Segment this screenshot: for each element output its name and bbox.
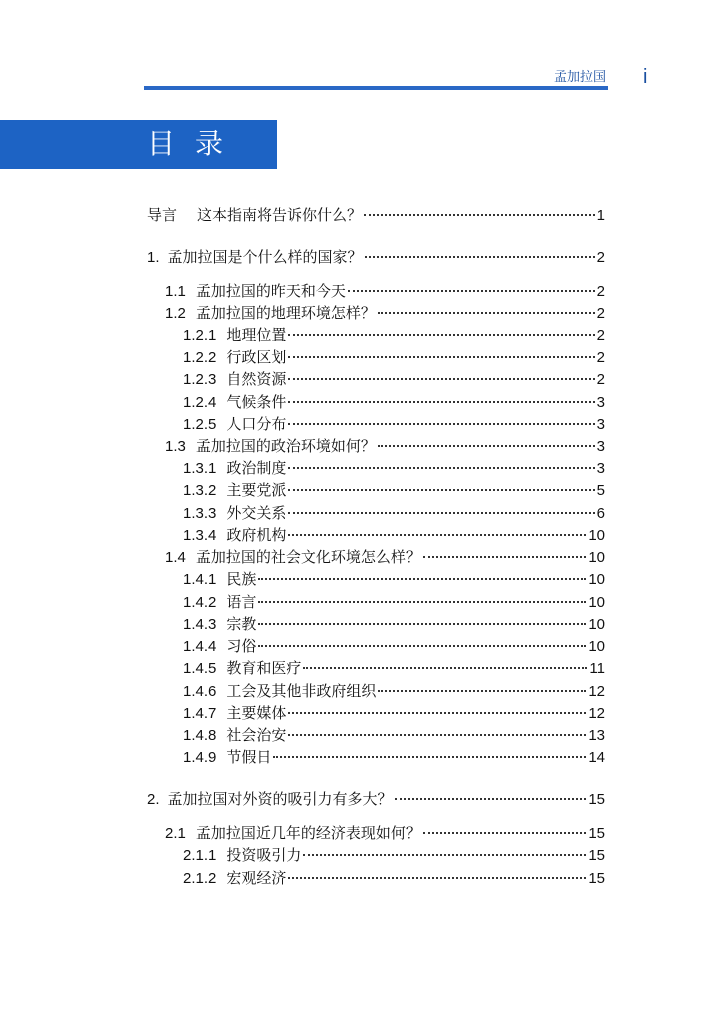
toc-entry-number: 1.2.1 — [183, 327, 217, 344]
toc-entry-label: 自然资源 — [226, 371, 287, 388]
toc-entry[interactable] — [183, 659, 605, 679]
toc-leader-dots — [365, 256, 595, 258]
toc-entry-page: 6 — [596, 505, 605, 522]
toc-entry-page: 10 — [588, 549, 605, 566]
toc-entry-label: 民族 — [226, 571, 257, 588]
toc-entry[interactable] — [165, 282, 605, 302]
toc-entry[interactable] — [183, 526, 605, 546]
toc-leader-dots — [378, 312, 595, 314]
toc-entry-page: 12 — [588, 683, 605, 700]
toc-entry[interactable] — [147, 790, 605, 810]
toc-entry[interactable] — [147, 206, 605, 226]
toc-entry[interactable] — [183, 393, 605, 413]
toc-entry-number: 1.2.5 — [183, 416, 217, 433]
toc-entry-page: 10 — [588, 638, 605, 655]
toc-entry-number: 1.3.3 — [183, 505, 217, 522]
toc-entry-number: 2.1.2 — [183, 870, 217, 887]
toc-leader-dots — [364, 214, 595, 216]
toc-entry[interactable] — [165, 304, 605, 324]
toc-entry-label: 宗教 — [226, 616, 257, 633]
toc-entry-number: 1.4.6 — [183, 683, 217, 700]
toc-title: 目录 — [147, 128, 244, 159]
toc-entry[interactable] — [183, 415, 605, 435]
toc-leader-dots — [288, 378, 594, 380]
toc-entry-page: 2 — [596, 349, 605, 366]
toc-leader-dots — [288, 467, 594, 469]
toc-entry-label: 外交关系 — [226, 505, 287, 522]
toc-entry-number: 1.3.2 — [183, 482, 217, 499]
toc-entry-label: 人口分布 — [226, 416, 287, 433]
toc-entry-number: 1.4.5 — [183, 660, 217, 677]
toc-leader-dots — [258, 578, 586, 580]
toc-entry-page: 1 — [596, 207, 605, 224]
page-number: i — [643, 66, 648, 88]
toc-leader-dots — [288, 334, 594, 336]
toc-entry-label: 语言 — [226, 594, 257, 611]
toc-entry-page: 15 — [588, 870, 605, 887]
toc-entry-label: 孟加拉国是个什么样的国家？ — [167, 249, 363, 266]
toc-entry-label: 投资吸引力 — [226, 847, 302, 864]
toc-entry-page: 2 — [596, 327, 605, 344]
toc-leader-dots — [303, 667, 587, 669]
toc-entry-label: 工会及其他非政府组织 — [226, 683, 377, 700]
toc-entry-page: 3 — [596, 460, 605, 477]
toc-leader-dots — [288, 423, 594, 425]
toc-entry-number: 1.2 — [165, 305, 186, 322]
toc-leader-dots — [288, 356, 594, 358]
toc-entry-number: 导言 — [147, 207, 178, 224]
toc-entry-page: 15 — [588, 791, 605, 808]
toc-leader-dots — [303, 854, 586, 856]
toc-leader-dots — [288, 877, 586, 879]
toc-entry-number: 2. — [147, 791, 160, 808]
toc-leader-dots — [258, 645, 586, 647]
toc-leader-dots — [288, 401, 594, 403]
toc-entry-label: 政府机构 — [226, 527, 287, 544]
toc-entry-number: 1.4.3 — [183, 616, 217, 633]
toc-entry-label: 孟加拉国的社会文化环境怎么样？ — [195, 549, 421, 566]
toc-entry-page: 2 — [596, 305, 605, 322]
toc-entry[interactable] — [183, 348, 605, 368]
toc-entry-number: 1.4.8 — [183, 727, 217, 744]
toc-entry[interactable] — [183, 504, 605, 524]
toc-entry-number: 1. — [147, 249, 160, 266]
running-title: 孟加拉国 — [553, 69, 606, 84]
toc-entry-label: 孟加拉国的政治环境如何？ — [195, 438, 376, 455]
toc-entry-number: 1.4.4 — [183, 638, 217, 655]
toc-leader-dots — [423, 832, 586, 834]
toc-entry[interactable] — [165, 437, 605, 457]
toc-leader-dots — [288, 734, 586, 736]
toc-leader-dots — [258, 623, 586, 625]
toc-leader-dots — [288, 712, 586, 714]
toc-entry-label: 主要党派 — [226, 482, 287, 499]
toc-entry[interactable] — [183, 704, 605, 724]
toc-entry[interactable] — [183, 615, 605, 635]
toc-entry-number: 1.4.1 — [183, 571, 217, 588]
toc-entry-page: 3 — [596, 394, 605, 411]
toc-leader-dots — [288, 534, 586, 536]
toc-entry[interactable] — [183, 370, 605, 390]
toc-entry-page: 5 — [596, 482, 605, 499]
toc-entry[interactable] — [165, 548, 605, 568]
toc-entry-number: 1.4.2 — [183, 594, 217, 611]
toc-entry-label: 政治制度 — [226, 460, 287, 477]
toc-entry[interactable] — [165, 824, 605, 844]
toc-entry-number: 1.4.9 — [183, 749, 217, 766]
toc-entry-page: 3 — [596, 416, 605, 433]
toc-entry-number: 1.4 — [165, 549, 186, 566]
toc-entry-label: 教育和医疗 — [226, 660, 302, 677]
toc-entry-page: 14 — [588, 749, 605, 766]
toc-entry-page: 10 — [588, 616, 605, 633]
toc-leader-dots — [423, 556, 586, 558]
toc-entry[interactable] — [183, 326, 605, 346]
toc-entry-label: 气候条件 — [226, 394, 287, 411]
toc-entry-label: 习俗 — [226, 638, 257, 655]
toc-entry-page: 11 — [589, 660, 605, 677]
toc-entry-label: 行政区划 — [226, 349, 287, 366]
toc-entry-page: 12 — [588, 705, 605, 722]
toc-entry-number: 1.3.1 — [183, 460, 217, 477]
toc-entry-page: 10 — [588, 594, 605, 611]
toc-entry[interactable] — [183, 726, 605, 746]
toc-leader-dots — [288, 489, 594, 491]
toc-leader-dots — [288, 512, 594, 514]
toc-entry-label: 地理位置 — [226, 327, 287, 344]
toc-entry-page: 10 — [588, 571, 605, 588]
toc-leader-dots — [258, 601, 586, 603]
toc-entry[interactable] — [183, 846, 605, 866]
toc-entry[interactable] — [183, 459, 605, 479]
toc-entry-label: 社会治安 — [226, 727, 287, 744]
toc-entry-page: 2 — [596, 283, 605, 300]
toc-leader-dots — [273, 756, 586, 758]
toc-entry-label: 这本指南将告诉你什么？ — [197, 207, 363, 224]
toc-entry[interactable] — [183, 637, 605, 657]
toc-entry-number: 2.1 — [165, 825, 186, 842]
toc-entry-page: 13 — [588, 727, 605, 744]
toc-entry-page: 15 — [588, 847, 605, 864]
toc-entry-page: 2 — [596, 371, 605, 388]
toc-entry-label: 主要媒体 — [226, 705, 287, 722]
toc-entry[interactable] — [183, 481, 605, 501]
toc-entry[interactable] — [183, 869, 605, 889]
toc-leader-dots — [378, 445, 595, 447]
toc-entry-number: 1.2.4 — [183, 394, 217, 411]
toc-entry-label: 孟加拉国的地理环境怎样？ — [195, 305, 376, 322]
toc-entry-number: 1.3 — [165, 438, 186, 455]
toc-entry-page: 3 — [596, 438, 605, 455]
toc-entry-number: 1.2.2 — [183, 349, 217, 366]
toc-entry-label: 孟加拉国对外资的吸引力有多大？ — [167, 791, 393, 808]
toc-entry-label: 节假日 — [226, 749, 272, 766]
toc-entry-page: 10 — [588, 527, 605, 544]
toc-entry-label: 孟加拉国近几年的经济表现如何？ — [195, 825, 421, 842]
toc-entry[interactable] — [183, 682, 605, 702]
toc-entry[interactable] — [183, 593, 605, 613]
toc-entry-page: 15 — [588, 825, 605, 842]
toc-entry[interactable] — [183, 570, 605, 590]
toc-leader-dots — [378, 690, 586, 692]
toc-entry-number: 1.4.7 — [183, 705, 217, 722]
toc-entry-label: 宏观经济 — [226, 870, 287, 887]
toc-entry-number: 1.1 — [165, 283, 186, 300]
toc-entry-number: 1.2.3 — [183, 371, 217, 388]
toc-entry-number: 2.1.1 — [183, 847, 217, 864]
toc-entry-number: 1.3.4 — [183, 527, 217, 544]
toc-leader-dots — [395, 798, 587, 800]
toc-leader-dots — [348, 290, 595, 292]
toc-entry-page: 2 — [596, 249, 605, 266]
toc-entry-label: 孟加拉国的昨天和今天 — [195, 283, 346, 300]
toc-entry[interactable] — [183, 748, 605, 768]
toc-entry[interactable] — [147, 248, 605, 268]
